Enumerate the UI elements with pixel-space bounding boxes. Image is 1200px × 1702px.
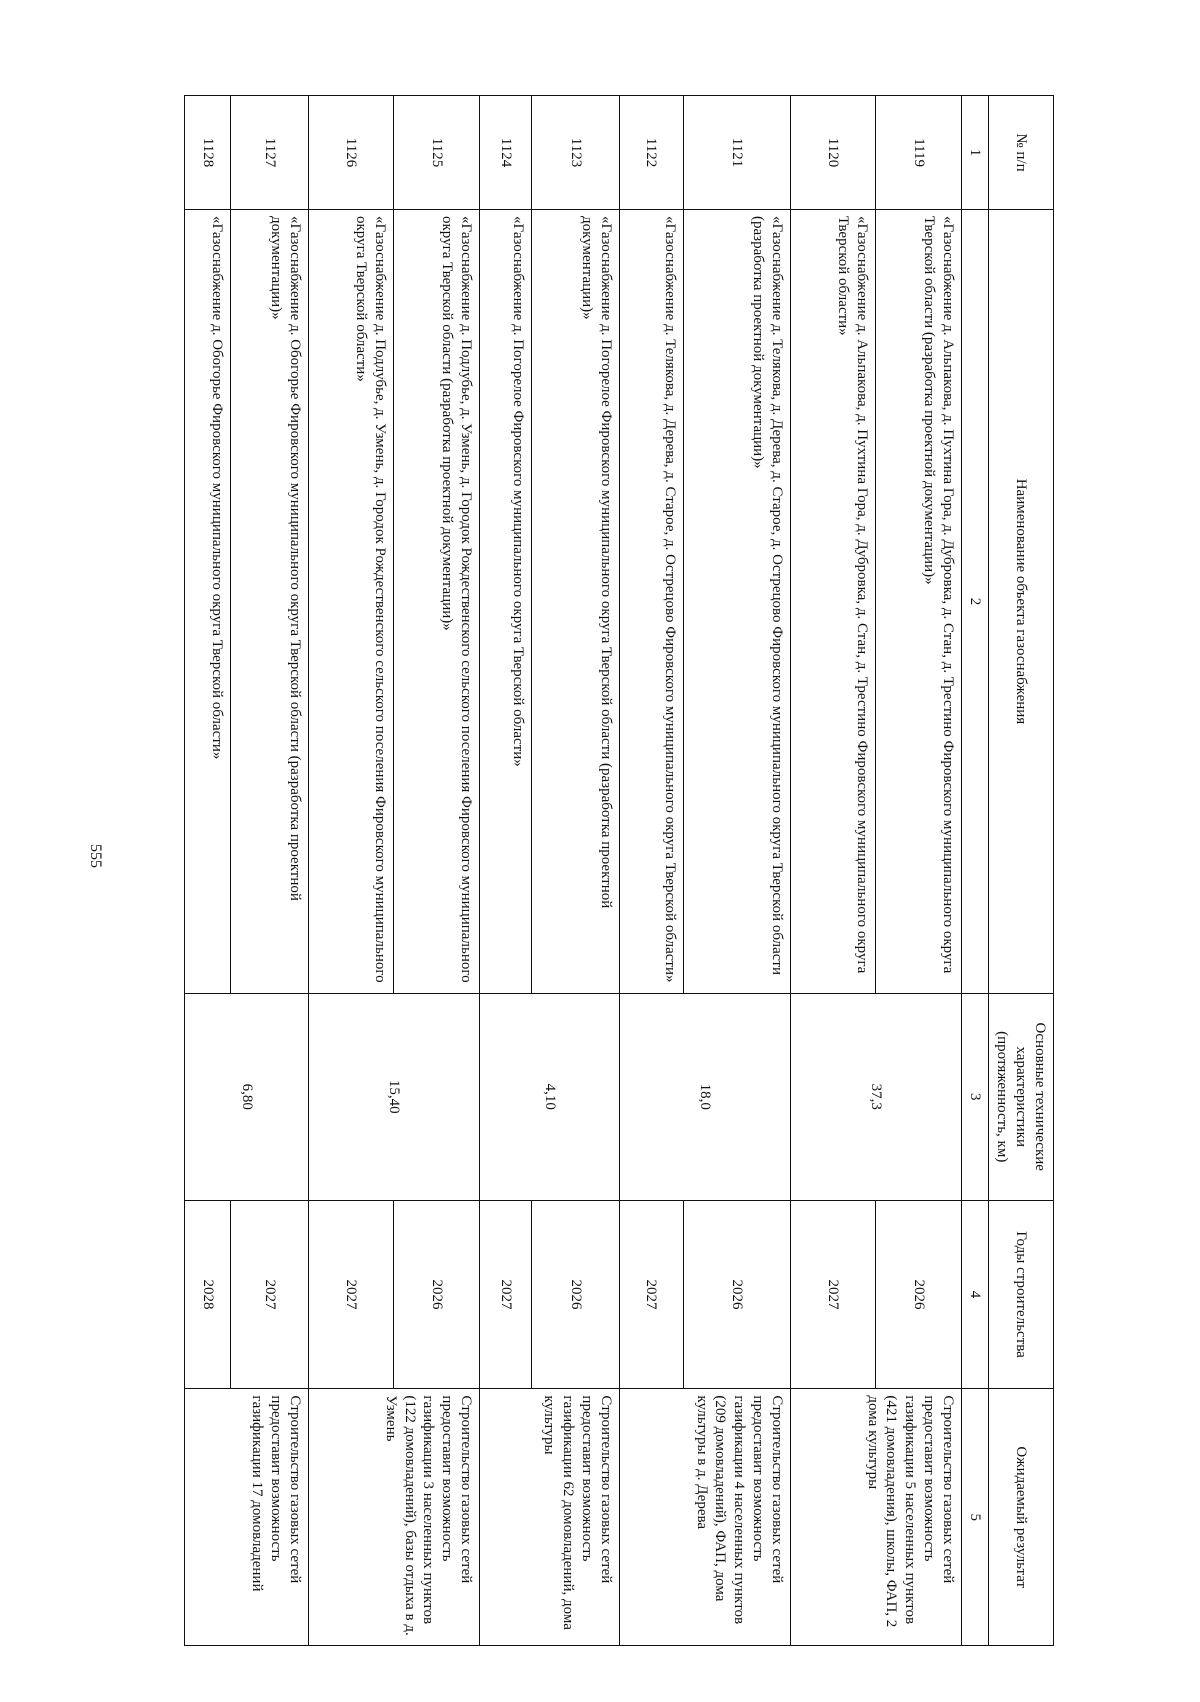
object-name: «Газоснабжение д. Альпакова, д. Пухтина Гора, д. Дубровка, д. Стан, д. Трестино Фировского муниципального округа Тверской области» xyxy=(790,210,876,994)
column-index: 3 xyxy=(961,993,988,1200)
construction-year: 2027 xyxy=(479,1200,531,1389)
length-km: 15,40 xyxy=(308,993,479,1200)
column-index: 5 xyxy=(961,1389,988,1646)
construction-year: 2026 xyxy=(683,1200,790,1389)
construction-year: 2027 xyxy=(790,1200,876,1389)
row-number: 1125 xyxy=(394,96,480,210)
row-number: 1121 xyxy=(683,96,790,210)
construction-year: 2026 xyxy=(532,1200,620,1389)
object-name: «Газоснабжение д. Альпакова, д. Пухтина Гора, д. Дубровка, д. Стан, д. Трестино Фировского муниципального округа Тверской области (разработка проектной документации)» xyxy=(876,210,962,994)
table-header-row xyxy=(988,96,1053,1646)
expected-result: Строительство газовых сетей предоставит возможность газификации 5 населенных пунктов (421 домовладения), школы, ФАП, 2 дома культуры xyxy=(790,1389,961,1646)
expected-result: Строительство газовых сетей предоставит возможность газификации 17 домовладений xyxy=(185,1389,309,1646)
row-number: 1127 xyxy=(231,96,308,210)
row-number: 1126 xyxy=(308,96,394,210)
construction-year: 2027 xyxy=(619,1200,683,1389)
row-number: 1122 xyxy=(619,96,683,210)
object-name: «Газоснабжение д. Погорелое Фировского муниципального округа Тверской области» xyxy=(479,210,531,994)
row-number: 1124 xyxy=(479,96,531,210)
row-number: 1119 xyxy=(876,96,962,210)
row-number: 1123 xyxy=(532,96,620,210)
object-name: «Газоснабжение д. Обогорье Фировского муниципального округа Тверской области (разработка проектной документации)» xyxy=(231,210,308,994)
expected-result: Строительство газовых сетей предоставит возможность газификации 4 населенных пунктов (209 домовладений), ФАП, дома культуры в д. Дерева xyxy=(619,1389,790,1646)
page-number: 555 xyxy=(87,844,104,868)
expected-result: Строительство газовых сетей предоставит возможность газификации 62 домовладений, дома культуры xyxy=(479,1389,619,1646)
expected-result: Строительство газовых сетей предоставит возможность газификации 3 населенных пунктов (122 домовладений), базы отдыха в д. Узмень xyxy=(308,1389,479,1646)
construction-year: 2028 xyxy=(185,1200,231,1389)
object-name: «Газоснабжение д. Телякова, д. Дерева, д. Старое, д. Острецово Фировского муниципального округа Тверской области (разработка проектной документации)» xyxy=(683,210,790,994)
table-row xyxy=(394,96,480,1646)
column-index: 2 xyxy=(961,210,988,994)
construction-year: 2027 xyxy=(308,1200,394,1389)
construction-year: 2027 xyxy=(231,1200,308,1389)
object-name: «Газоснабжение д. Телякова, д. Дерева, д. Старое, д. Острецово Фировского муниципального округа Тверской области» xyxy=(619,210,683,994)
header-length: Основные технические характеристики (протяженность, км) xyxy=(988,993,1053,1200)
object-name: «Газоснабжение д. Подлубье, д. Узмень, д. Городок Рождественского сельского поселения Фировского муниципального округа Тверской области (разработка проектной документации)» xyxy=(394,210,480,994)
header-object-name: Наименование объекта газоснабжения xyxy=(988,210,1053,994)
header-number: № п/п xyxy=(988,96,1053,210)
header-result: Ожидаемый результат xyxy=(988,1389,1053,1646)
length-km: 37,3 xyxy=(790,993,961,1200)
construction-year: 2026 xyxy=(876,1200,962,1389)
column-index: 1 xyxy=(961,96,988,210)
object-name: «Газоснабжение д. Погорелое Фировского муниципального округа Тверской области (разработка проектной документации)» xyxy=(532,210,620,994)
header-years: Годы строительства xyxy=(988,1200,1053,1389)
table-row xyxy=(231,96,308,1646)
length-km: 4,10 xyxy=(479,993,619,1200)
length-km: 18,0 xyxy=(619,993,790,1200)
table-row xyxy=(683,96,790,1646)
object-name: «Газоснабжение д. Подлубье, д. Узмень, д. Городок Рождественского сельского поселения Фировского муниципального округа Тверской области» xyxy=(308,210,394,994)
table-row xyxy=(532,96,620,1646)
rotated-table-wrapper xyxy=(184,95,1054,1646)
gas-supply-table xyxy=(184,95,1054,1646)
row-number: 1120 xyxy=(790,96,876,210)
object-name: «Газоснабжение д. Обогорье Фировского муниципального округа Тверской области» xyxy=(185,210,231,994)
length-km: 6,80 xyxy=(185,993,309,1200)
table-row xyxy=(876,96,962,1646)
construction-year: 2026 xyxy=(394,1200,480,1389)
column-index-row xyxy=(961,96,988,1646)
column-index: 4 xyxy=(961,1200,988,1389)
row-number: 1128 xyxy=(185,96,231,210)
